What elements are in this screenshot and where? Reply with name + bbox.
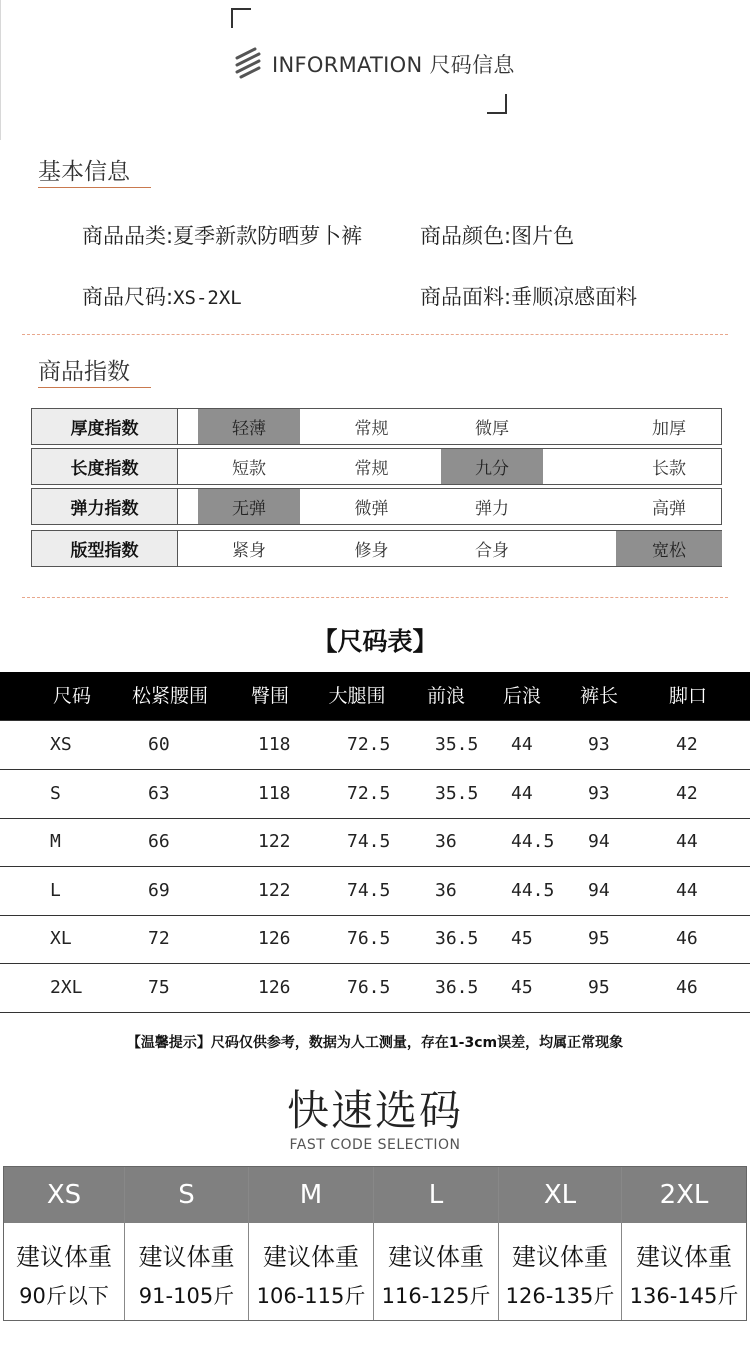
fabric-field: [420, 281, 637, 311]
size-chart-cell: 118: [258, 734, 291, 755]
size-chart-header-cell: 臀围: [250, 685, 290, 707]
quick-select-size: L: [374, 1167, 498, 1223]
index-heading: 商品指数: [38, 359, 130, 385]
stacked-layers-icon: [233, 46, 263, 80]
index-row: [31, 530, 722, 567]
size-chart-cell: 44: [676, 879, 698, 901]
size-chart-cell: 35.5: [435, 734, 479, 755]
size-chart-header-row: [0, 672, 750, 720]
quick-select-weight: 116-125斤: [381, 1284, 491, 1308]
size-chart-cell: 45: [511, 928, 533, 949]
basic-info-heading: 基本信息: [38, 159, 130, 185]
size-chart-cell: 95: [588, 976, 610, 998]
size-chart-cell: M: [50, 831, 61, 852]
quick-select-label: 建议体重: [138, 1243, 235, 1271]
size-chart-cell: L: [50, 879, 61, 901]
size-chart-header-cell: 松紧腰围: [131, 685, 209, 707]
size-chart-cell: 72: [148, 928, 170, 949]
dashed-separator: [22, 334, 728, 335]
size-chart-cell: 36.5: [435, 928, 479, 949]
quick-select-size: S: [125, 1167, 248, 1223]
fabric-value: 垂顺凉感面料: [511, 285, 638, 309]
size-chart-cell: S: [50, 782, 61, 804]
size-chart-cell: 2XL: [50, 976, 83, 998]
size-chart-cell: 93: [588, 734, 610, 755]
size-chart-cell: 72.5: [347, 734, 391, 755]
size-chart-header-cell: 前浪: [426, 685, 466, 707]
size-chart-cell: 126: [258, 976, 291, 998]
quick-select-weight: 106-115斤: [256, 1284, 366, 1308]
quick-select-column: [622, 1167, 746, 1320]
basic-info-underline: [38, 187, 151, 188]
size-chart-cell: 66: [148, 831, 170, 852]
size-chart-cell: XL: [50, 928, 72, 949]
fabric-label: 商品面料:: [420, 285, 512, 309]
size-chart-cell: 44: [511, 734, 533, 755]
color-field: [420, 220, 574, 250]
index-option: 加厚: [652, 419, 686, 439]
size-chart-header-cell: 尺码: [52, 685, 92, 707]
index-option: 紧身: [232, 541, 266, 561]
size-chart-cell: 44.5: [511, 831, 555, 852]
quick-select-column: [249, 1167, 374, 1320]
size-chart-row: [0, 867, 750, 916]
index-option-selected: 宽松: [616, 531, 722, 566]
size-chart-cell: 60: [148, 734, 170, 755]
color-value: 图片色: [511, 224, 575, 248]
index-row-label: 厚度指数: [32, 409, 178, 444]
dashed-separator: [22, 597, 728, 598]
category-label: 商品品类:: [82, 224, 174, 248]
category-value: 夏季新款防晒萝卜裤: [173, 224, 363, 248]
size-chart-row: [0, 770, 750, 819]
index-option: 常规: [354, 459, 389, 479]
size-chart-row: [0, 818, 750, 867]
quick-select-size: XL: [499, 1167, 621, 1223]
size-chart-cell: 46: [676, 928, 698, 949]
size-chart-cell: 75: [148, 976, 170, 998]
index-row-label: 弹力指数: [32, 489, 178, 524]
size-chart-cell: 76.5: [347, 928, 391, 949]
category-field: [82, 220, 362, 250]
size-chart-cell: 94: [588, 879, 610, 901]
index-option-selected: 无弹: [198, 489, 300, 524]
size-chart-header-cell: 裤长: [579, 685, 619, 707]
index-row: [31, 488, 722, 525]
quick-select-label: 建议体重: [512, 1243, 608, 1271]
size-chart-cell: 126: [258, 928, 291, 949]
size-chart-cell: 36: [435, 879, 457, 901]
size-chart-cell: 36: [435, 831, 457, 852]
quick-select-label: 建议体重: [388, 1243, 484, 1271]
quick-select-size: 2XL: [622, 1167, 746, 1223]
size-chart-header-cell: 大腿围: [328, 685, 386, 707]
size-chart-cell: 72.5: [347, 782, 391, 804]
quick-select-weight: 90斤以下: [19, 1284, 109, 1308]
index-option-selected: 轻薄: [198, 409, 300, 444]
left-border-line: [0, 0, 1, 140]
size-chart-cell: 122: [258, 879, 291, 901]
index-option-selected: 九分: [441, 449, 543, 484]
index-option: 高弹: [652, 499, 686, 519]
size-chart-cell: 63: [148, 782, 170, 804]
size-chart-cell: 42: [676, 782, 698, 804]
size-range-label: 商品尺码:: [82, 285, 174, 309]
index-option: 弹力: [475, 499, 509, 519]
index-underline: [38, 387, 151, 388]
measurement-note: 【温馨提示】尺码仅供参考，数据为人工测量，存在1-3cm误差，均属正常现象: [126, 1035, 624, 1051]
index-option: 长款: [652, 459, 686, 479]
quick-select-column: [4, 1167, 125, 1320]
quick-select-column: [499, 1167, 622, 1320]
index-option: 修身: [354, 541, 389, 561]
quick-select-column: [374, 1167, 499, 1320]
corner-bracket-bottom-right: [487, 94, 507, 114]
size-chart-cell: 46: [676, 976, 698, 998]
index-row: [31, 408, 722, 445]
size-chart-cell: 122: [258, 831, 291, 852]
size-chart-cell: 36.5: [435, 976, 479, 998]
quick-select-weight: 91-105斤: [138, 1284, 235, 1308]
quick-select-label: 建议体重: [16, 1243, 112, 1271]
quick-select-label: 建议体重: [636, 1243, 732, 1271]
size-chart-cell: 76.5: [347, 976, 391, 998]
index-row-label: 版型指数: [32, 531, 178, 566]
size-chart-header-cell: 后浪: [502, 685, 542, 707]
quick-select-label: 建议体重: [263, 1243, 359, 1271]
size-chart-cell: 35.5: [435, 782, 479, 804]
quick-select-column: [125, 1167, 249, 1320]
size-chart-cell: 118: [258, 782, 291, 804]
size-chart-title: 【尺码表】: [312, 627, 438, 656]
size-range-field: [82, 281, 242, 311]
quick-select-title: 快速选码: [286, 1086, 463, 1135]
size-chart-cell: XS: [50, 734, 72, 755]
size-chart-row: [0, 964, 750, 1013]
size-chart-cell: 44: [676, 831, 698, 852]
quick-select-size: XS: [4, 1167, 124, 1223]
quick-select-weight: 136-145斤: [629, 1284, 739, 1308]
corner-bracket-top-left: [231, 8, 251, 28]
quick-select-subtitle: FAST CODE SELECTION: [289, 1137, 461, 1153]
size-chart-header-cell: 脚口: [668, 685, 708, 707]
size-chart-cell: 45: [511, 976, 533, 998]
header-title: INFORMATION 尺码信息: [272, 53, 515, 77]
size-chart-row: [0, 721, 750, 770]
index-option: 短款: [232, 459, 266, 479]
size-chart-cell: 44.5: [511, 879, 555, 901]
size-chart-cell: 42: [676, 734, 698, 755]
size-chart-cell: 44: [511, 782, 533, 804]
size-chart-cell: 93: [588, 782, 610, 804]
index-option: 微弹: [354, 499, 389, 519]
size-chart-cell: 69: [148, 879, 170, 901]
size-chart-cell: 94: [588, 831, 610, 852]
index-option: 合身: [475, 541, 509, 561]
index-option: 常规: [354, 419, 389, 439]
color-label: 商品颜色:: [420, 224, 512, 248]
index-option: 微厚: [475, 419, 509, 439]
quick-select-size: M: [249, 1167, 373, 1223]
quick-select-grid: [3, 1166, 747, 1321]
size-range-value: XS-2XL: [173, 287, 242, 309]
index-row: [31, 448, 722, 485]
index-row-label: 长度指数: [32, 449, 178, 484]
size-chart-row: [0, 915, 750, 964]
size-chart-cell: 74.5: [347, 831, 391, 852]
quick-select-weight: 126-135斤: [505, 1284, 615, 1308]
size-chart-cell: 74.5: [347, 879, 391, 901]
size-chart-cell: 95: [588, 928, 610, 949]
